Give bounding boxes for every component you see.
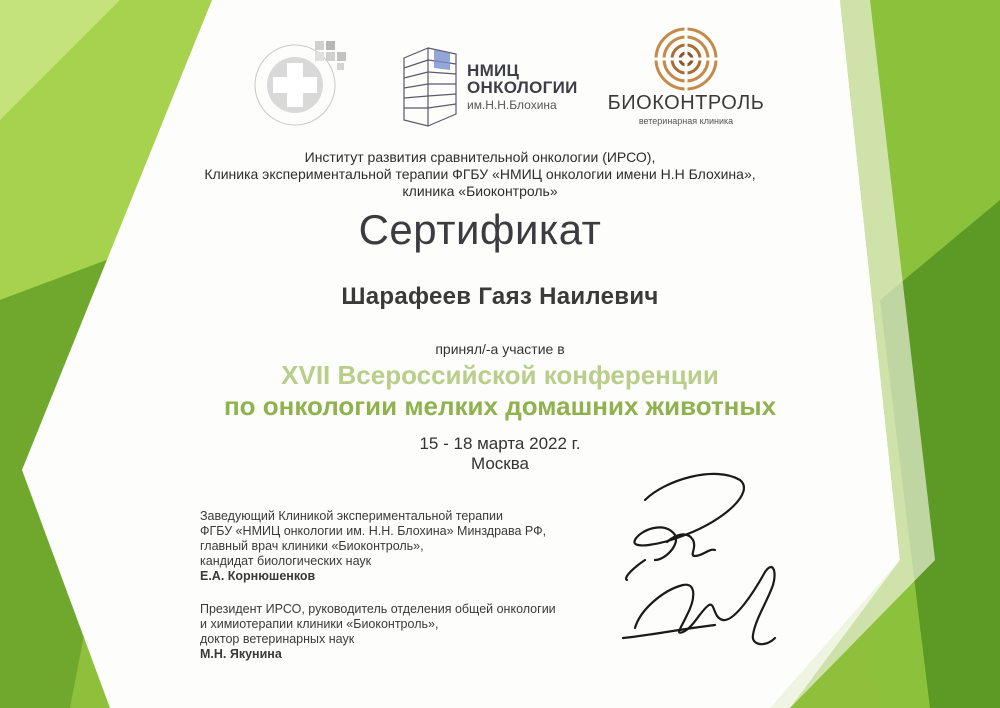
nmic-logo-line1: НМИЦ <box>467 61 520 80</box>
nmic-logo-line3: им.Н.Н.Блохина <box>467 98 557 112</box>
event-dates: 15 - 18 марта 2022 г. <box>419 434 581 453</box>
conference-line1: XVII Всероссийской конференции <box>281 360 719 390</box>
event-city: Москва <box>470 454 530 473</box>
signatory-2-line1: Президент ИРСО, руководитель отделения общей онкологии <box>200 602 556 616</box>
signatory-1-name: Е.А. Корнюшенков <box>200 569 316 583</box>
handwritten-signatures <box>605 460 805 680</box>
biocontrol-spiral-logo-icon <box>652 25 720 93</box>
conference-line2: по онкологии мелких домашних животных <box>223 391 777 421</box>
conference-name <box>140 360 860 422</box>
nmic-building-logo-icon <box>398 40 462 130</box>
biocontrol-logo-title: БИОКОНТРОЛЬ <box>607 92 765 114</box>
organizers-line2: Клиника экспериментальной терапии ФГБУ «НМИЦ онкологии имени Н.Н Блохина», <box>204 166 756 182</box>
signatory-1 <box>200 509 546 584</box>
nmic-logo-text <box>467 62 578 111</box>
irso-logo-icon <box>243 27 358 142</box>
signatory-2-line2: и химиотерапии клиники «Биоконтроль», <box>200 617 439 631</box>
participation-text: принял/-а участие в <box>435 341 565 357</box>
signatory-1-line1: Заведующий Клиникой экспериментальной терапии <box>200 509 503 523</box>
certificate-title: Сертификат <box>358 206 602 253</box>
nmic-logo-line2: ОНКОЛОГИИ <box>467 78 578 97</box>
signatory-2-name: М.Н. Якунина <box>200 647 282 661</box>
recipient-name: Шарафеев Гаяз Наилевич <box>341 283 659 310</box>
organizers-line3: клиника «Биоконтроль» <box>402 183 558 199</box>
event-details <box>380 434 620 474</box>
biocontrol-logo-subtitle: ветеринарная клиника <box>638 116 734 126</box>
signatory-1-line3: главный врач клиники «Биоконтроль», <box>200 539 424 553</box>
signatory-2-line3: доктор ветеринарных наук <box>200 632 355 646</box>
organizers-block <box>160 149 800 200</box>
signatory-1-line4: кандидат биологических наук <box>200 554 372 568</box>
organizers-line1: Институт развития сравнительной онкологии (ИРСО), <box>304 149 656 165</box>
signatory-2 <box>200 602 556 662</box>
signatory-1-line2: ФГБУ «НМИЦ онкологии им. Н.Н. Блохина» Минздрава РФ, <box>200 524 547 538</box>
